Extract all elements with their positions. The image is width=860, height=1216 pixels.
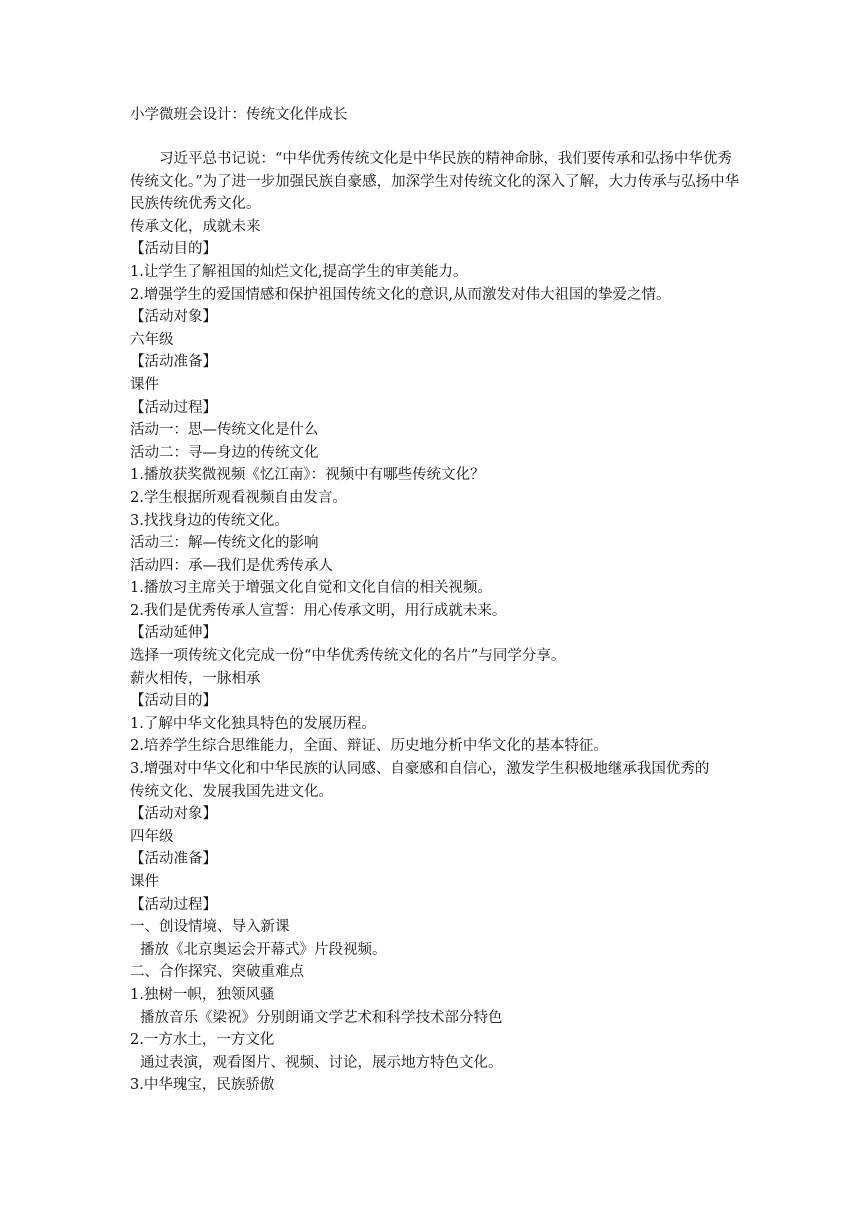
text-line: 四年级 [130,828,174,845]
document-body [130,216,740,1097]
text-line: 传统文化、发展我国先进文化。 [130,783,333,800]
text-line: 一、创设情境、导入新课 [130,919,290,936]
text-line: 3.增强对中华文化和中华民族的认同感、自豪感和自信心，激发学生积极地继承我国优秀的 [130,761,710,778]
document-page [130,104,740,1097]
text-line: 【活动目的】 [130,241,217,258]
document-title: 小学微班会设计：传统文化伴成长 [130,107,348,123]
text-line: 【活动准备】 [130,354,217,371]
text-line: 通过表演，观看图片、视频、讨论，展示地方特色文化。 [140,1054,503,1071]
text-line: 活动二：寻—身边的传统文化 [130,444,319,461]
text-line: 活动四：承—我们是优秀传承人 [130,557,333,574]
text-line: 【活动准备】 [130,851,217,868]
text-line: 【活动目的】 [130,693,217,710]
text-line: 2.增强学生的爱国情感和保护祖国传统文化的意识,从而激发对伟大祖国的挚爱之情。 [130,286,671,303]
text-line: 播放《北京奥运会开幕式》片段视频。 [140,941,387,958]
text-line: 【活动对象】 [130,806,217,823]
text-line: 2.我们是优秀传承人宣誓：用心传承文明，用行成就未来。 [130,602,507,619]
text-line: 2.一方水土，一方文化 [130,1032,275,1049]
text-line: 1.了解中华文化独具特色的发展历程。 [130,715,376,732]
text-line: 活动一：思—传统文化是什么 [130,422,319,439]
text-line: 【活动延伸】 [130,625,217,642]
text-line: 1.播放习主席关于增强文化自觉和文化自信的相关视频。 [130,580,492,597]
intro-paragraph: 习近平总书记说：“中华优秀传统文化是中华民族的精神命脉，我们要传承和弘扬中华优秀传统文化。”为了进一步加强民族自豪感，加深学生对传统文化的深入了解，大力传承与弘扬中华民族传统优秀文化。 [130,151,740,213]
text-line: 1.让学生了解祖国的灿烂文化,提高学生的审美能力。 [130,263,468,280]
text-line: 六年级 [130,331,174,348]
text-line: 活动三：解—传统文化的影响 [130,535,319,552]
text-line: 薪火相传，一脉相承 [130,670,261,687]
text-line: 1.独树一帜，独领风骚 [130,986,275,1003]
text-line: 1.播放获奖微视频《忆江南》：视频中有哪些传统文化？ [130,467,485,484]
text-line: 【活动过程】 [130,399,217,416]
text-line: 3.中华瑰宝，民族骄傲 [130,1077,275,1094]
text-line: 选择一项传统文化完成一份“中华优秀传统文化的名片”与同学分享。 [130,648,566,665]
text-line: 3.找找身边的传统文化。 [130,512,289,529]
text-line: 2.学生根据所观看视频自由发言。 [130,489,347,506]
text-line: 播放音乐《梁祝》分别朗诵文学艺术和科学技术部分特色 [140,1009,503,1026]
text-line: 【活动对象】 [130,309,217,326]
text-line: 传承文化，成就未来 [130,218,261,235]
text-line: 课件 [130,874,159,890]
text-line: 二、合作探究、突破重难点 [130,964,304,981]
text-line: 课件 [130,376,159,393]
text-line: 【活动过程】 [130,896,217,913]
text-line: 2.培养学生综合思维能力，全面、辩证、历史地分析中华文化的基本特征。 [130,738,608,755]
